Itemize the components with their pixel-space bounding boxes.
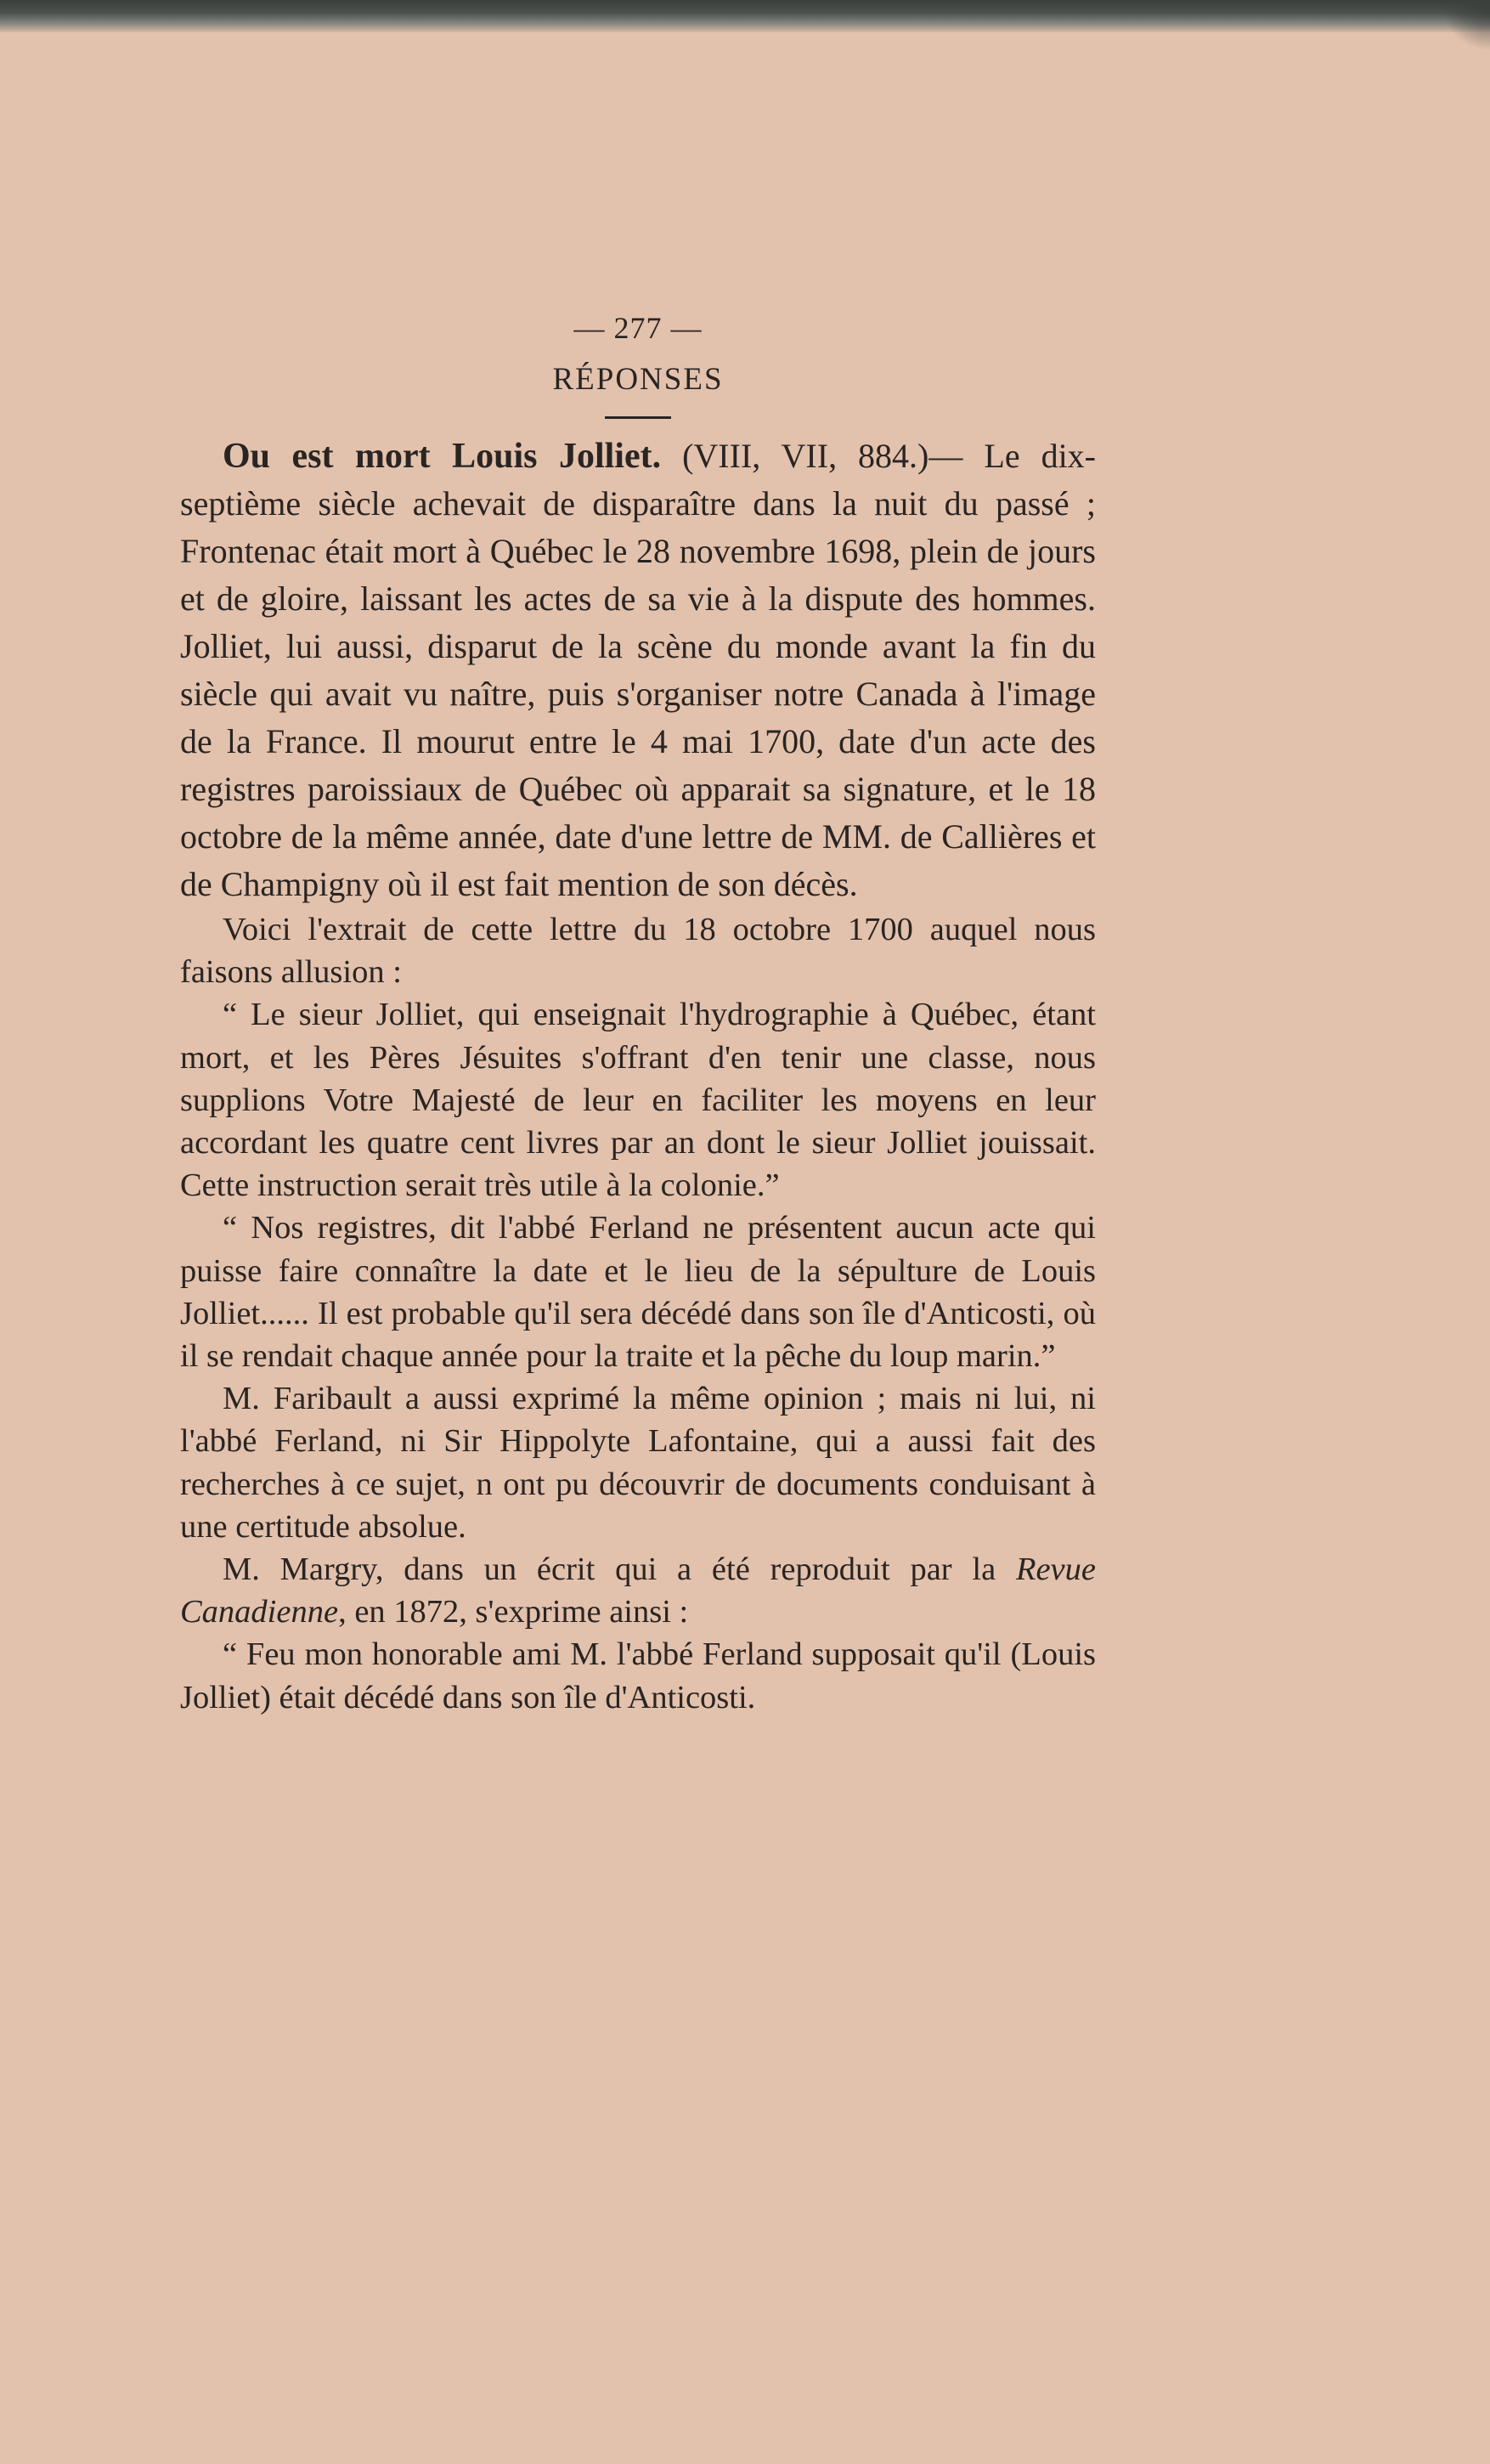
page-top-edge xyxy=(0,0,1490,32)
title-rule xyxy=(605,416,671,419)
article-heading: Ou est mort Louis Jolliet. xyxy=(223,437,662,476)
article-reference: (VIII, VII, 884.)— xyxy=(661,437,963,475)
paragraph-3-quote: “ Le sieur Jolliet, qui enseignait l'hydrographie à Québec, étant mort, et les Pères Jésuites s'offrant d'en tenir une classe, nous supplions Votre Majesté de leur en faciliter les moyens en leur accordant les quatre cent livres par an dont le sieur Jolliet jouissait. Cette instruction serait très utile à la colonie.” xyxy=(180,997,1096,1204)
paragraph-4-quote: “ Nos registres, dit l'abbé Ferland ne présentent aucun acte qui puisse faire connaître la date et le lieu de la sépulture de Louis Jolliet...... Il est probable qu'il sera décédé dans son île d'Anticosti, où il se rendait chaque année pour la traite et la pêche du loup marin.” xyxy=(180,1210,1096,1375)
page-text-block xyxy=(180,310,1096,1719)
page-number: — 277 — xyxy=(573,311,703,345)
paragraph-6-end: , en 1872, s'exprime ainsi : xyxy=(338,1594,689,1630)
paragraph-5: M. Faribault a aussi exprimé la même opinion ; mais ni lui, ni l'abbé Ferland, ni Sir Hippolyte Lafontaine, qui a aussi fait des recherches à ce sujet, n ont pu découvrir de documents conduisant à une certitude absolue. xyxy=(180,1381,1096,1545)
section-title: RÉPONSES xyxy=(552,362,724,397)
paragraph-7-quote: “ Feu mon honorable ami M. l'abbé Ferland supposait qu'il (Louis Jolliet) était décédé dans son île d'Anticosti. xyxy=(180,1636,1096,1715)
paragraph-2: Voici l'extrait de cette lettre du 18 octobre 1700 auquel nous faisons allusion : xyxy=(180,912,1096,991)
journal-title: Revue Canadienne xyxy=(180,1551,1096,1630)
paragraph-6-start: M. Margry, dans un écrit qui a été reproduit par la xyxy=(223,1551,1016,1588)
paragraph-6 xyxy=(180,1548,1096,1633)
paragraph-1: Le dix-septième siècle achevait de disparaître dans la nuit du passé ; Frontenac était mort à Québec le 28 novembre 1698, plein de jours et de gloire, laissant les actes de sa vie à la dispute des hommes. Jolliet, lui aussi, disparut de la scène du monde avant la fin du siècle qui avait vu naître, puis s'organiser notre Canada à l'image de la France. Il mourut entre le 4 mai 1700, date d'un acte des registres paroissiaux de Québec où apparait sa signature, et le 18 octobre de la même année, date d'une lettre de MM. de Callières et de Champigny où il est fait mention de son décès. xyxy=(180,437,1097,903)
page-corner-shadow xyxy=(1439,0,1490,51)
article-first-paragraph xyxy=(180,432,1096,908)
